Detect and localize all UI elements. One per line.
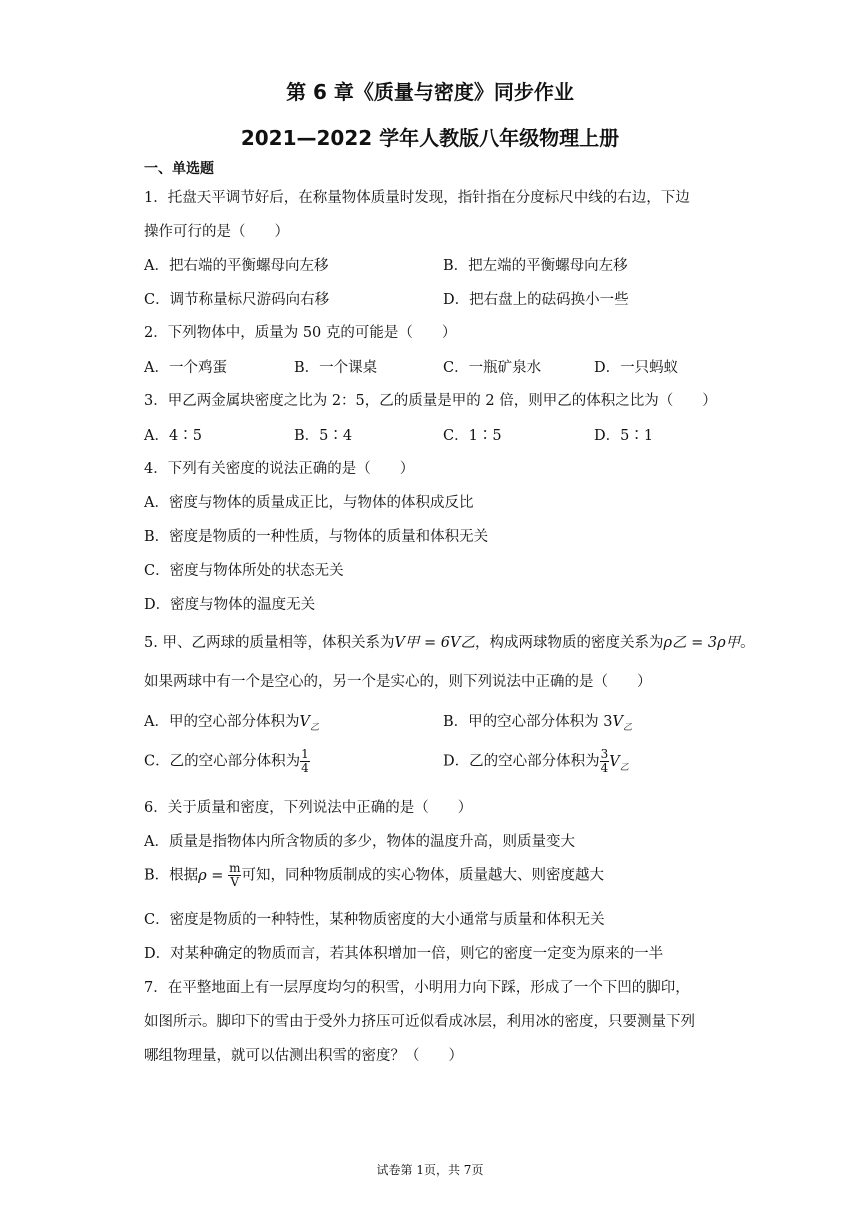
q3-stem: 3．甲乙两金属块密度之比为 2：5，乙的质量是甲的 2 倍，则甲乙的体积之比为（ ） bbox=[144, 393, 717, 409]
q1-option-b: B．把左端的平衡螺母向左移 bbox=[443, 258, 628, 274]
q5-option-d: D．乙的空心部分体积为 $\frac{3}{4}$ $V_乙$ bbox=[443, 747, 629, 775]
q6-option-b-pre: B．根据 bbox=[144, 867, 199, 884]
q5-stem-line2: 如果两球中有一个是空心的，另一个是实心的，则下列说法中正确的是（ ） bbox=[144, 674, 652, 690]
q5-stem-text-c: 。 bbox=[740, 635, 755, 651]
q4-option-a: A．密度与物体的质量成正比，与物体的体积成反比 bbox=[144, 495, 474, 511]
q3-option-b: B．5∶4 bbox=[294, 428, 353, 444]
fraction-one-quarter: $\frac{1}{4}$ bbox=[301, 747, 309, 775]
q1-option-a: A．把右端的平衡螺母向左移 bbox=[144, 258, 329, 274]
q5-volume-equation: V甲 = 6V乙 bbox=[394, 635, 475, 651]
q4-option-d: D．密度与物体的温度无关 bbox=[144, 597, 316, 613]
q2-stem: 2．下列物体中，质量为 50 克的可能是（ ） bbox=[144, 325, 457, 341]
doc-title: 第 6 章《质量与密度》同步作业 bbox=[286, 80, 574, 104]
q4-option-c: C．密度与物体所处的状态无关 bbox=[144, 563, 344, 579]
q5-stem-line1 bbox=[144, 631, 755, 652]
section-heading: 一、单选题 bbox=[144, 161, 214, 177]
q5-option-c bbox=[144, 748, 310, 775]
q7-stem-line1: 7．在平整地面上有一层厚度均匀的积雪，小明用力向下踩，形成了一个下凹的脚印， bbox=[144, 980, 690, 996]
q4-option-b: B．密度是物质的一种性质，与物体的质量和体积无关 bbox=[144, 529, 489, 545]
density-formula: ρ = $\frac{m}{V}$ bbox=[198, 861, 241, 889]
q5-stem-text-b: ，构成两球物质的密度关系为 bbox=[475, 635, 664, 651]
q5-stem-text-a: 5. 甲、乙两球的质量相等，体积关系为 bbox=[144, 635, 395, 651]
q1-stem-line2: 操作可行的是（ ） bbox=[144, 224, 289, 240]
fraction-three-quarters: $\frac{3}{4}$ bbox=[600, 747, 609, 775]
q3-option-d: D．5∶1 bbox=[594, 428, 654, 444]
q5-option-c-text: C．乙的空心部分体积为 bbox=[144, 753, 301, 770]
q1-option-d: D．把右盘上的砝码换小一些 bbox=[443, 292, 629, 308]
q3-option-c: C．1∶5 bbox=[443, 428, 502, 444]
q5-density-equation: ρ乙 = 3ρ甲 bbox=[663, 635, 741, 651]
q5-option-b: B．甲的空心部分体积为 $3V_乙$ bbox=[443, 714, 632, 733]
q2-option-d: D．一只蚂蚁 bbox=[594, 360, 679, 376]
q5-option-a: A．甲的空心部分体积为$V_乙$ bbox=[144, 714, 319, 733]
q6-option-d: D．对某种确定的物质而言，若其体积增加一倍，则它的密度一定变为原来的一半 bbox=[144, 946, 664, 962]
q7-stem-line2: 如图所示。脚印下的雪由于受外力挤压可近似看成冰层，利用冰的密度，只要测量下列 bbox=[144, 1014, 695, 1030]
q5-option-a-text: A．甲的空心部分体积为 bbox=[144, 714, 300, 730]
doc-subtitle: 2021—2022 学年人教版八年级物理上册 bbox=[240, 126, 620, 150]
q6-option-a: A．质量是指物体内所含物质的多少，物体的温度升高，则质量变大 bbox=[144, 834, 575, 850]
q1-option-c: C．调节称量标尺游码向右移 bbox=[144, 292, 330, 308]
q4-stem: 4．下列有关密度的说法正确的是（ ） bbox=[144, 461, 415, 477]
q2-option-c: C．一瓶矿泉水 bbox=[443, 360, 542, 376]
q5-option-d-text: D．乙的空心部分体积为 bbox=[443, 753, 600, 770]
q1-stem-line1: 1．托盘天平调节好后，在称量物体质量时发现，指针指在分度标尺中线的右边，下边 bbox=[144, 190, 690, 206]
q6-option-b bbox=[144, 862, 604, 889]
page-footer: 试卷第 1页，共 7页 bbox=[376, 1163, 484, 1177]
q5-option-b-text: B．甲的空心部分体积为 3 bbox=[443, 714, 613, 730]
q7-stem-line3: 哪组物理量，就可以估测出积雪的密度？（ ） bbox=[144, 1048, 463, 1064]
q6-option-b-post: 可知，同种物质制成的实心物体，质量越大、则密度越大 bbox=[241, 867, 604, 884]
q6-option-c: C．密度是物质的一种特性，某种物质密度的大小通常与质量和体积无关 bbox=[144, 912, 605, 928]
q6-stem: 6．关于质量和密度，下列说法中正确的是（ ） bbox=[144, 800, 473, 816]
q2-option-a: A．一个鸡蛋 bbox=[144, 360, 227, 376]
q3-option-a: A．4∶5 bbox=[144, 428, 202, 444]
q2-option-b: B．一个课桌 bbox=[294, 360, 378, 376]
